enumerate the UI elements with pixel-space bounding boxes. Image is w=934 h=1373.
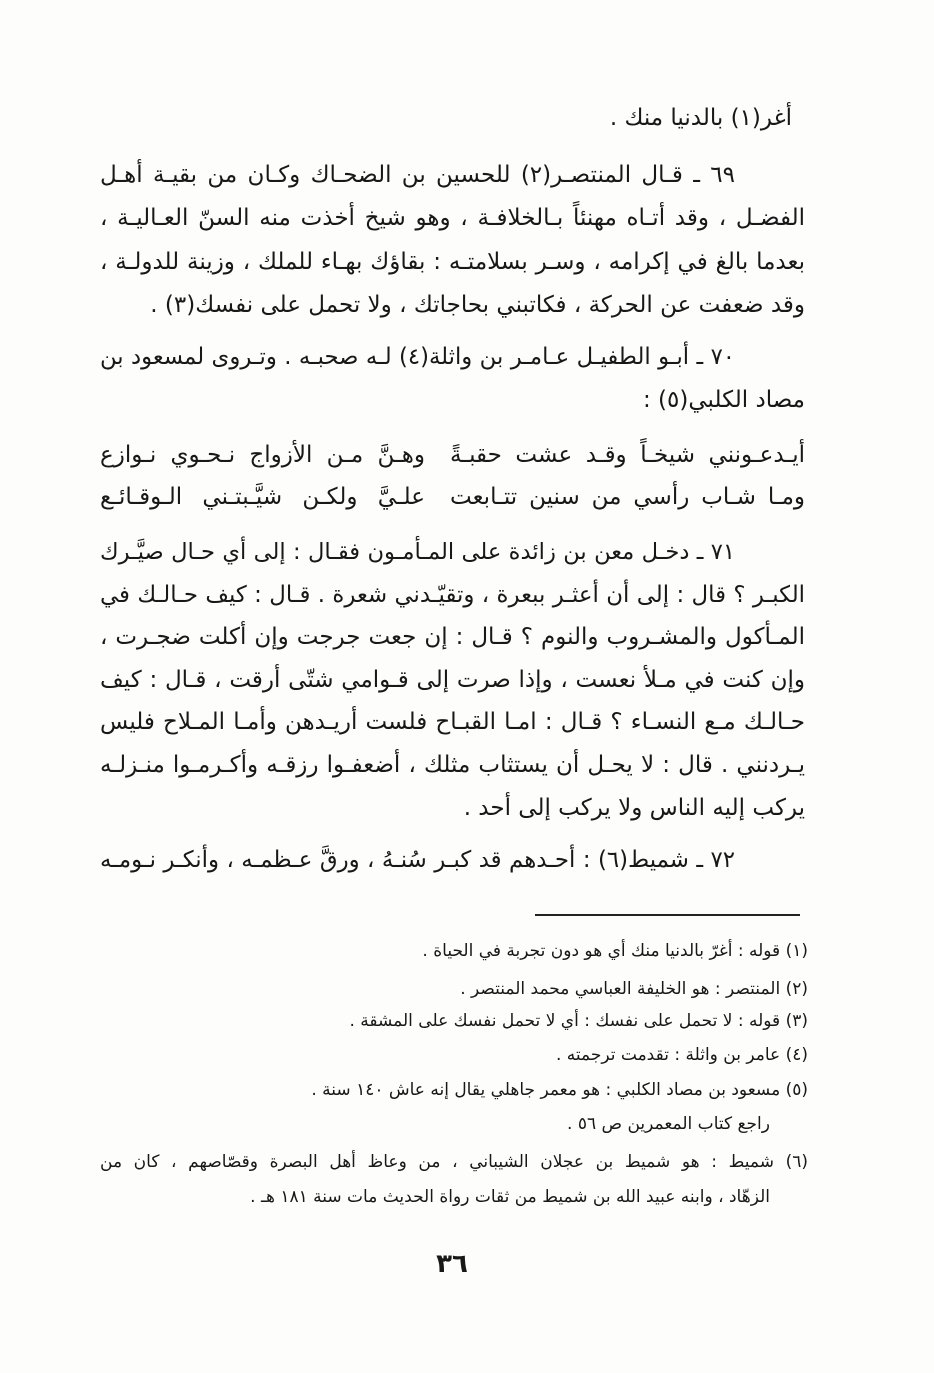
entry-71-line-6: يـردنني . قال : لا يحـل أن يستثاب مثلك ، أضعفـوا رزقـه وأكـرمـوا منـزلـه [100, 752, 805, 778]
poem-verse-2-first-hemistich: ومـا شـاب رأسي من سنين تتـابعت [450, 484, 805, 510]
footnote-5: (٥) مسعود بن مصاد الكلبي : هو معمر جاهلي يقال إنه عاش ١٤٠ سنة . [311, 1080, 808, 1100]
entry-69-line-2: الفضـل ، وقد أتـاه مهنئاً بـالخلافـة ، وهو شيخ أخذت منه السنّ العـاليـة ، [100, 205, 805, 231]
continuation-line: أغر(١) بالدنيا منك . [609, 105, 792, 131]
footnote-separator [535, 914, 800, 916]
entry-71-line-7: يركب إليه الناس ولا يركب إلى أحد . [463, 795, 805, 821]
entry-71-line-4: وإن كنت في مـلأ نعست ، وإذا صرت إلى قـوامي شتّى أرقت ، قـال : كيف [100, 667, 805, 693]
entry-71-line-2: الكبـر ؟ قال : إلى أن أعثـر ببعرة ، وتقيّـدني شعرة . قـال : كيف حـالـك في [100, 582, 805, 608]
footnote-1: (١) قوله : أغرّ بالدنيا منك أي هو دون تجربة في الحياة . [422, 941, 808, 961]
entry-71-line-1: ٧١ ـ دخـل معن بن زائدة على المـأمـون فقـال : إلى أي حـال صيَّـرك [100, 539, 735, 565]
entry-71-line-5: حـالـك مـع النسـاء ؟ قـال : امـا القبـاح فلست أريـدهن وأمـا المـلاح فليس [100, 709, 805, 735]
entry-70-line-1: ٧٠ ـ أبـو الطفيـل عـامـر بن واثلة(٤) لـه صحبـه . وتـروى لمسعود بن [100, 344, 735, 370]
poem-verse-2-second-hemistich: علـيَّ ولكـن شيَّـبتـني الـوقـائـع [100, 484, 425, 510]
entry-71-line-3: المـأكول والمشـروب والنوم ؟ قـال : إن جعت جرجت وإن أكلت ضجـرت ، [100, 624, 805, 650]
page-number: ٣٦ [436, 1249, 468, 1279]
poem-verse-1-second-hemistich: وهـنَّ مـن الأزواج نـحـوي نـوازع [100, 442, 425, 468]
entry-70-line-2: مصاد الكلبي(٥) : [642, 387, 805, 413]
entry-72-line-1: ٧٢ ـ شميط(٦) : أحـدهم قد كبـر سُنـهُ ، ورقَّ عـظمـه ، وأنكـر نـومـه [100, 847, 735, 873]
entry-69-line-1: ٦٩ ـ قـال المنتصـر(٢) للحسين بن الضحـاك وكـان من بقيـة أهـل [100, 162, 735, 188]
entry-69-line-3: بعدما بالغ في إكرامه ، وسـر بسلامتـه : بقاؤك بهـاء للملك ، وزينة للدولـة ، [100, 249, 805, 275]
footnote-4: (٤) عامر بن واثلة : تقدمت ترجمته . [555, 1045, 808, 1065]
footnote-2: (٢) المنتصر : هو الخليفة العباسي محمد المنتصر . [460, 979, 808, 999]
footnote-3: (٣) قوله : لا تحمل على نفسك : أي لا تحمل نفسك على المشقة . [349, 1011, 808, 1031]
footnote-6: (٦) شميط : هو شميط بن عجلان الشيباني ، من وعاظ أهل البصرة وقصّاصهم ، كان من [100, 1152, 808, 1172]
poem-verse-1-first-hemistich: أيـدعـونني شيخـاً وقـد عشت حقبـةً [450, 442, 805, 468]
footnote-6-continuation: الزهّاد ، وابنه عبيد الله بن شميط من ثقات رواة الحديث مات سنة ١٨١ هـ . [250, 1187, 770, 1207]
entry-69-line-4: وقد ضعفت عن الحركة ، فكاتبني بحاجاتك ، ولا تحمل على نفسك(٣) . [150, 292, 805, 318]
footnote-5-continuation: راجع كتاب المعمرين ص ٥٦ . [567, 1114, 770, 1134]
